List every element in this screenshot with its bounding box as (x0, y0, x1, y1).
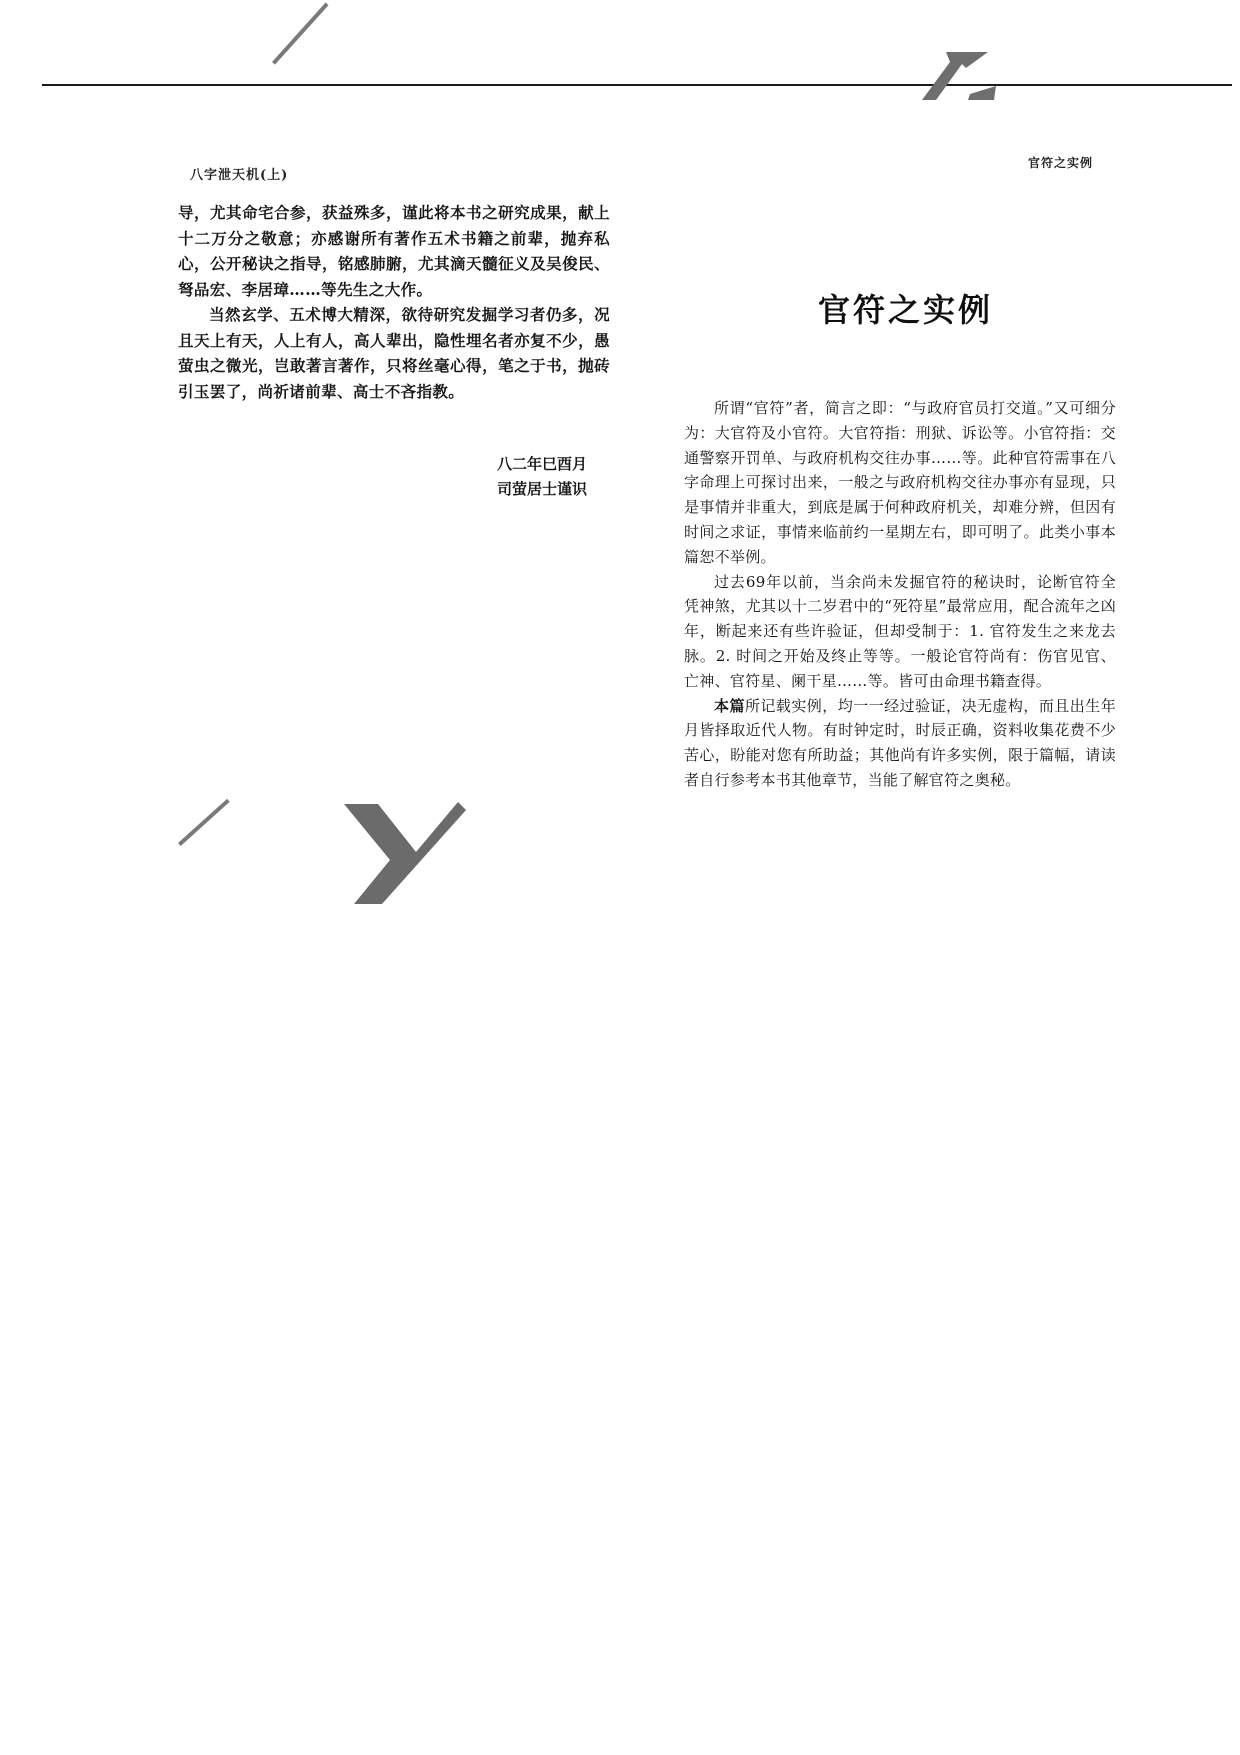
paragraph-text: 所记载实例，均一一经过验证，决无虚构，而且出生年月皆择取近代人物。有时钟定时，时辰正确，资料收集花费不少苦心，盼能对您有所助益；其他尚有许多实例，限于篇幅，请读者自行参考本书其他章节，当能了解官符之奥秘。 (684, 696, 1116, 789)
scan-artifact-arrow (918, 46, 998, 102)
preface-signature (497, 452, 587, 502)
running-head-right: 官符之实例 (1028, 156, 1094, 170)
right-page-body (684, 396, 1116, 800)
scan-artifact-slash (272, 3, 329, 65)
body-paragraph: 当然玄学、五术博大精深，欲待研究发掘学习者仍多，况且天上有天，人上有人，高人辈出，隐性埋名者亦复不少，愚萤虫之微光，岂敢著言著作，只将丝毫心得，笔之于书，抛砖引玉罢了，尚祈诸前辈、高士不吝指教。 (178, 305, 610, 401)
scan-artifact-chevron (340, 800, 466, 904)
body-paragraph (684, 396, 1116, 570)
running-head-left: 八字泄天机(上) (190, 168, 289, 183)
body-paragraph (684, 694, 1116, 793)
body-paragraph: 导，尤其命宅合参，获益殊多，谨此将本书之研究成果，献上十二万分之敬意；亦感谢所有著作五术书籍之前辈，抛弃私心，公开秘诀之指导，铭感肺腑，尤其滴天髓征义及吴俊民、弩品宏、李居璋……等先生之大作。 (178, 203, 610, 299)
left-page-body (178, 200, 610, 404)
paragraph-text: 所谓“官符”者，简言之即：“与政府官员打交道。”又可细分为：大官符及小官符。大官符指：刑狱、诉讼等。小官符指：交通警察开罚单、与政府机构交往办事……等。此种官符需事在八字命理上可探讨出来，一般之与政府机构交往办事亦有显现，只是事情并非重大，到底是属于何种政府机关，却难分辨，但因有时间之求证，事情来临前约一星期左右，即可明了。此类小事本篇恕不举例。 (684, 399, 1116, 566)
chapter-title: 官符之实例 (818, 291, 994, 329)
scan-artifact-slash (178, 799, 230, 846)
body-paragraph (684, 570, 1116, 694)
scan-top-rule (42, 84, 1232, 86)
paragraph-text: 过去69年以前，当余尚未发掘官符的秘诀时，论断官符全凭神煞，尤其以十二岁君中的“死符星”最常应用，配合流年之凶年，断起来还有些许验证，但却受制于：1. 官符发生之来龙去脉。2. 时间之开始及终止等等。一般论官符尚有：伤官见官、亡神、官符星、阑干星……等。皆可由命理书籍查得。 (684, 572, 1116, 690)
paragraph-lead: 本篇 (714, 696, 745, 715)
signature-author: 司萤居士谨识 (497, 480, 588, 498)
signature-date: 八二年巳酉月 (497, 455, 588, 473)
